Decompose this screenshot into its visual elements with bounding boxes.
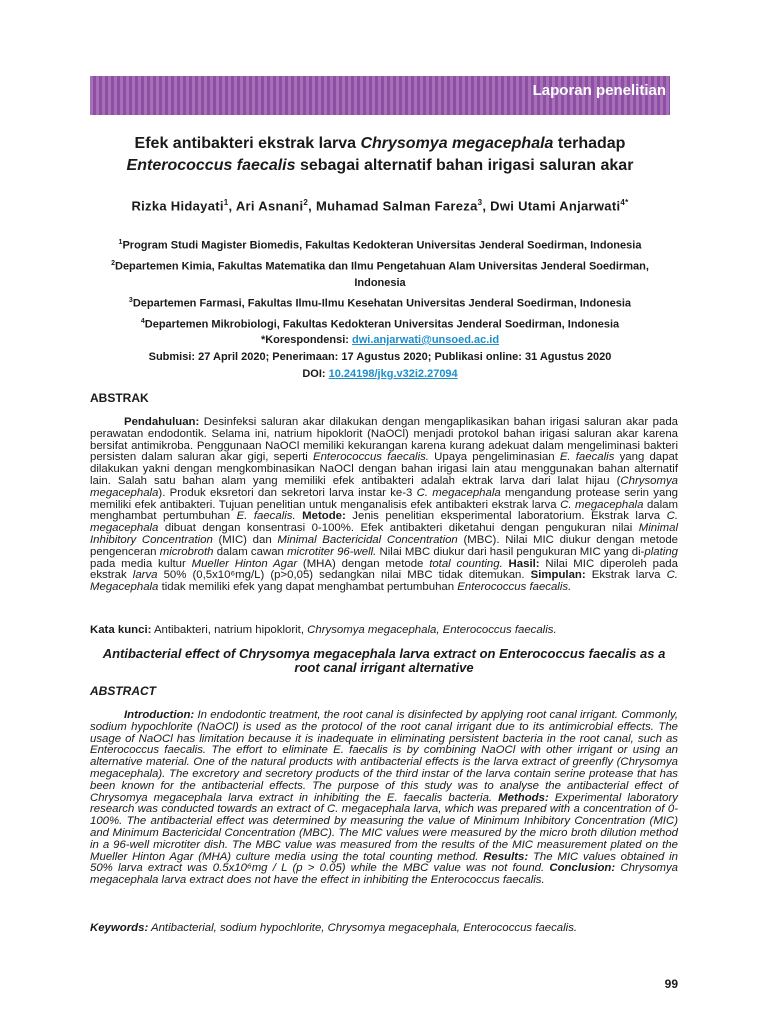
abstrak-text: Desinfeksi saluran akar dilakukan dengan mengaplikasikan bahan irigasi saluran akar pada perawatan endodontik. Selama ini, natrium hipoklorit (NaOCl) menjadi protokol bahan irigasi saluran akar karena bersifat antimikroba. Penggunaan NaOCl memiliki kekurangan karena kurang adekuat dalam mengeliminasi bakteri persisten dalam saluran akar gigi, seperti <box>90 416 678 464</box>
affiliation-text: Departemen Mikrobiologi, Fakultas Kedokteran Universitas Jenderal Soedirman, Indonesia <box>144 318 620 331</box>
correspondence-block <box>90 332 670 383</box>
abstrak-text: Upaya pengeliminasian <box>428 451 560 464</box>
abstract-text: Chrysomya megacephala larva extract does not have the effect in inhibiting the Enterococcus faecalis. <box>90 862 678 887</box>
title-species: Enterococcus faecalis <box>126 157 296 174</box>
section-banner <box>90 76 670 115</box>
abstrak-lead: Hasil: <box>502 557 540 570</box>
abstrak-text: Nilai MBC diukur dari hasil pengukuran MIC yang di- <box>376 545 645 558</box>
abstrak-term: plating <box>644 545 678 558</box>
abstrak-term: C. megacephala <box>560 498 644 511</box>
abstract-lead: Results: <box>483 850 529 863</box>
abstrak-text: pada media kultur <box>90 557 192 570</box>
abstrak-term: E. faecalis <box>559 451 615 464</box>
abstrak-text: mengandung protease serin yang memiliki efek antibakteri. Tujuan penelitian untuk menganalisis efek antibakteri ekstrak larva <box>90 486 678 511</box>
section-label: Laporan penelitian <box>532 82 666 99</box>
abstract-heading: ABSTRACT <box>90 684 156 698</box>
title-part: Efek antibakteri ekstrak larva <box>134 135 361 152</box>
abstract-lead: Conclusion: <box>549 862 616 875</box>
abstrak-term: Enterococcus faecalis. <box>312 451 429 464</box>
abstrak-lead: Metode: <box>295 510 346 523</box>
email-link[interactable]: dwi.anjarwati@unsoed.ac.id <box>352 334 500 346</box>
abstrak-text: yang dapat dilakukan yakni dengan mengkombinasikan NaOCl dengan bahan irigasi lain atau menggunakan bahan alternatif lain. Salah satu bahan alam yang memiliki efek antibakteri adalah ektrak larva dari lalat hijau ( <box>90 451 678 487</box>
title-part: sebagai alternatif bahan irigasi saluran akar <box>295 157 634 174</box>
abstrak-text: 50% (0,5x10⁶mg/L) (p>0,05) sedangkan nilai MBC tidak ditemukan. <box>157 569 531 582</box>
abstrak-term: Enterococcus faecalis. <box>457 581 572 594</box>
page-number: 99 <box>664 977 678 991</box>
abstrak-text: (MBC). Nilai MIC diukur dengan metode pengenceran <box>90 533 678 558</box>
submission-dates: Submisi: 27 April 2020; Penerimaan: 17 Agustus 2020; Publikasi online: 31 Agustus 2020 <box>148 351 612 363</box>
abstrak-term: Mueller Hinton Agar <box>191 557 298 570</box>
author-affiliation-mark: 3 <box>477 198 483 207</box>
affiliation-text: Departemen Kimia, Fakultas Matematika dan Ilmu Pengetahuan Alam Universitas Jenderal Soedirman, Indonesia <box>115 260 649 290</box>
abstract-lead: Methods: <box>498 791 549 804</box>
kata-kunci-label: Kata kunci: <box>90 624 152 636</box>
abstrak-body <box>90 417 678 594</box>
kata-kunci <box>90 624 678 636</box>
abstrak-term: Minimal Inhibitory Concentration <box>90 522 678 546</box>
affiliation-mark: 3 <box>128 297 133 305</box>
abstrak-text: dibuat dengan konsentrasi 0-100%. Efek antibakteri diketahui dengan pengukuran nilai <box>158 522 639 535</box>
kata-kunci-text: Antibakteri, natrium hipoklorit, <box>151 624 308 636</box>
abstrak-term: microbroth <box>159 545 214 558</box>
abstrak-text: tidak memiliki efek yang dapat menghambat pertumbuhan <box>158 581 458 594</box>
abstract-text: The MIC values obtained in 50% larva extract was 0.5x10⁶mg / L (p > 0.05) while the MBC value was not found. <box>90 850 679 875</box>
abstract-text: In endodontic treatment, the root canal is disinfected by applying root canal irrigant. Commonly, sodium hypochlorite (NaOCl) is used as the protocol of the root canal irrigant due to its antimicrobial effects. The usage of NaOCl has limitation because it is inadequate in eliminating persistent bacteria in the root canal, such as Enterococcus faecalis. The effort to eliminate E. faecalis is by combining NaOCl with other irrigant or using an alternative material. One of the natural products with antibacterial effects is the larva extract of greenfly (Chrysomya megacephala). The excretory and secretory products of the third instar of the larva contain serine protease that has been known for the antibacterial effects. The purpose of this study was to analyse the antibacterial effect of Chrysomya megacephala larva extract in inhibiting the E. faecalis bacteria. <box>90 709 678 804</box>
abstrak-text: (MHA) dengan metode <box>297 557 430 570</box>
abstrak-text: dalam cawan <box>213 545 288 558</box>
kata-kunci-species: Chrysomya megacephala, Enterococcus faecalis. <box>307 624 557 636</box>
author-name: , Muhamad Salman Fareza <box>308 198 478 214</box>
doi-link[interactable]: 10.24198/jkg.v32i2.27094 <box>328 368 458 380</box>
abstrak-term: C. megacephala <box>416 486 501 499</box>
author-list <box>90 198 670 213</box>
affiliation-mark: 2 <box>111 259 115 267</box>
keywords-text: Antibacterial, sodium hypochlorite, Chrysomya megacephala, Enterococcus faecalis. <box>148 922 578 934</box>
author-affiliation-mark: 2 <box>303 198 309 207</box>
author-name: , Dwi Utami Anjarwati <box>482 198 621 214</box>
affiliations <box>90 234 670 334</box>
abstrak-term: microtiter 96-well. <box>287 545 377 558</box>
author-affiliation-mark: 1 <box>223 198 229 207</box>
author-name: Rizka Hidayati <box>131 198 224 214</box>
abstrak-term: E. faecalis. <box>236 510 296 523</box>
affiliation-item <box>90 313 670 334</box>
abstrak-heading: ABSTRAK <box>90 391 149 405</box>
affiliation-text: Departemen Farmasi, Fakultas Ilmu-Ilmu Kesehatan Universitas Jenderal Soedirman, Indonesia <box>132 297 632 310</box>
abstrak-text: Nilai MIC diperoleh pada ekstrak <box>90 557 678 582</box>
affiliation-item <box>90 255 670 293</box>
affiliation-text: Program Studi Magister Biomedis, Fakultas Kedokteran Universitas Jenderal Soedirman, Indonesia <box>122 239 642 252</box>
article-title <box>90 133 670 177</box>
abstract-lead: Introduction: <box>124 709 195 721</box>
abstrak-text: ). Produk eksretori dan sekretori larva instar ke-3 <box>158 486 417 499</box>
abstrak-term: larva <box>132 569 158 582</box>
english-title: Antibacterial effect of Chrysomya megacephala larva extract on Enterococcus faecalis as a root canal irrigant alternative <box>102 646 666 675</box>
abstrak-term: Chrysomya megacephala <box>90 474 678 499</box>
abstract-body <box>90 710 678 887</box>
abstract-text: Experimental laboratory research was conducted towards an extract of C. megacephala larva, which was prepared with a concentration of 0-100%. The antibacterial effect was determined by measuring the value of Minimum Inhibitory Concentration (MIC) and Minimum Bactericidal Concentration (MBC). The MIC values were measured by the micro broth dilution method in a 96-well microtiter dish. The MBC value was measured from the results of the MIC measurement plated on the Mueller Hinton Agar (MHA) culture media using the total counting method. <box>90 791 678 863</box>
correspondence-label: *Korespondensi: <box>260 334 353 346</box>
abstrak-term: total counting. <box>429 557 503 570</box>
affiliation-mark: 4 <box>140 317 145 325</box>
keywords <box>90 922 678 934</box>
affiliation-mark: 1 <box>118 239 123 246</box>
keywords-label: Keywords: <box>90 922 149 934</box>
abstrak-text: (MIC) dan <box>212 533 278 546</box>
abstrak-text: dalam menghambat pertumbuhan <box>90 498 678 523</box>
abstrak-term: C. Megacephala <box>90 569 678 594</box>
abstrak-text: Ekstrak larva <box>585 569 667 582</box>
abstrak-lead: Pendahuluan: <box>124 416 200 428</box>
abstrak-term: C. megacephala <box>90 510 679 535</box>
abstrak-lead: Simpulan: <box>530 569 586 582</box>
abstrak-term: Minimal Bactericidal Concentration <box>277 533 458 546</box>
title-part: terhadap <box>553 135 626 152</box>
affiliation-item <box>90 292 670 313</box>
affiliation-item <box>90 234 670 255</box>
title-species: Chrysomya megacephala <box>360 135 554 152</box>
author-name: , Ari Asnani <box>228 198 304 214</box>
abstrak-text: Jenis penelitian eksperimental laboratorium. Ekstrak larva <box>345 510 667 523</box>
doi-label: DOI: <box>302 368 329 380</box>
author-affiliation-mark: 4* <box>620 198 629 207</box>
